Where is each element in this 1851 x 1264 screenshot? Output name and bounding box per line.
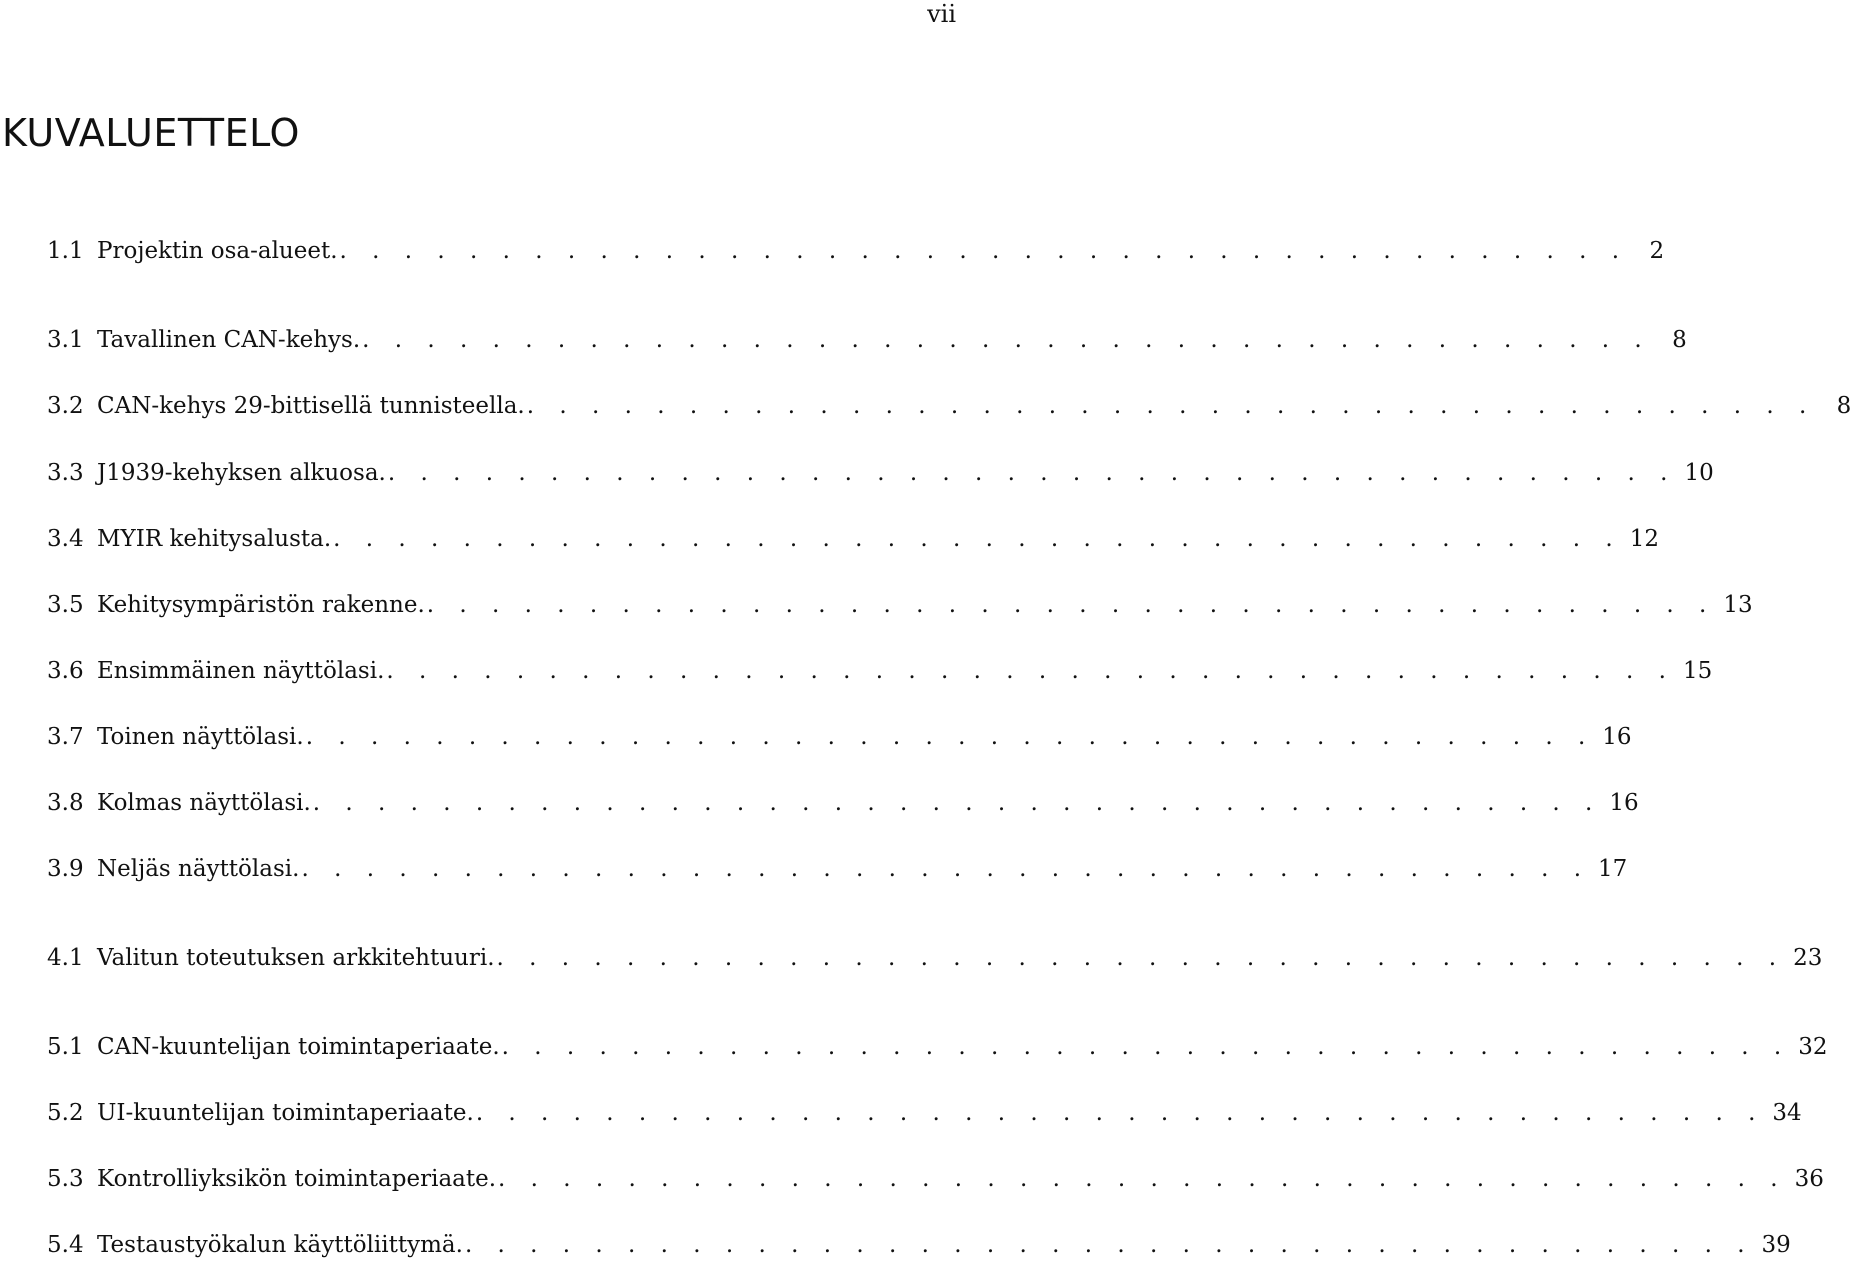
figure-number: 3.4 <box>47 526 84 552</box>
figure-page: 16 <box>1609 790 1639 816</box>
figure-caption: Tavallinen CAN-kehys. <box>97 327 361 353</box>
dot-leader: . . . . . . . . . . . . . . . . . . . . . . . . . . . . . . . . . . . . . . . . <box>362 327 1651 353</box>
dot-leader: . . . . . . . . . . . . . . . . . . . . . . . . . . . . . . . . . . . . . . . . <box>305 724 1595 750</box>
dot-leader: . . . . . . . . . . . . . . . . . . . . . . . . . . . . . . . . . . . . . . . . <box>387 460 1677 486</box>
dot-leader: . . . . . . . . . . . . . . . . . . . . . . . . . . . . . . . . . . . . . . . . <box>426 592 1716 618</box>
dot-leader: . . . . . . . . . . . . . . . . . . . . . . . . . . . . . . . . . . . . . . . . <box>386 658 1675 684</box>
figure-number: 3.2 <box>47 393 84 419</box>
figure-page: 39 <box>1761 1232 1791 1258</box>
figure-number: 3.5 <box>47 592 84 618</box>
page-number: vii <box>927 0 956 28</box>
dot-leader: . . . . . . . . . . . . . . . . . . . . . . . . . . . . . . . . . . . . . . . . <box>498 1166 1787 1192</box>
figure-page: 32 <box>1798 1034 1828 1060</box>
dot-leader: . . . . . . . . . . . . . . . . . . . . . . . . . . . . . . . . . . . . . . . . <box>526 393 1816 419</box>
figure-page: 34 <box>1772 1100 1802 1126</box>
figure-caption: Valitun toteutuksen arkkitehtuuri. <box>97 945 495 971</box>
figure-caption: Projektin osa-alueet. <box>97 238 338 264</box>
figure-number: 3.3 <box>47 460 84 486</box>
figure-page: 23 <box>1793 945 1823 971</box>
figure-caption: CAN-kehys 29-bittisellä tunnisteella. <box>97 393 525 419</box>
figure-number: 3.1 <box>47 327 84 353</box>
figure-page: 10 <box>1684 460 1714 486</box>
figure-page: 16 <box>1602 724 1632 750</box>
page-title: KUVALUETTELO <box>2 111 300 155</box>
figure-number: 4.1 <box>47 945 84 971</box>
figure-page: 2 <box>1649 238 1665 264</box>
toc-entry-3-4[interactable] <box>47 522 1660 556</box>
figure-page: 36 <box>1794 1166 1824 1192</box>
toc-entry-5-3[interactable] <box>47 1162 1824 1196</box>
figure-page: 17 <box>1598 856 1628 882</box>
dot-leader: . . . . . . . . . . . . . . . . . . . . . . . . . . . . . . . . . . . . . . . . <box>501 1034 1791 1060</box>
toc-entry-3-1[interactable] <box>47 323 1687 357</box>
dot-leader: . . . . . . . . . . . . . . . . . . . . . . . . . . . . . . . . . . . . . . . . <box>475 1100 1765 1126</box>
figure-caption: J1939-kehyksen alkuosa. <box>97 460 386 486</box>
toc-entry-3-6[interactable] <box>47 654 1713 688</box>
dot-leader: . . . . . . . . . . . . . . . . . . . . . . . . . . . . . . . . . . . . . . . . <box>496 945 1786 971</box>
figure-caption: Toinen näyttölasi. <box>97 724 304 750</box>
toc-entry-3-8[interactable] <box>47 786 1639 820</box>
toc-entry-3-3[interactable] <box>47 456 1714 490</box>
figure-number: 3.6 <box>47 658 84 684</box>
figure-caption: Kontrolliyksikön toimintaperiaate. <box>97 1166 497 1192</box>
toc-entry-5-1[interactable] <box>47 1030 1828 1064</box>
figure-caption: Ensimmäinen näyttölasi. <box>97 658 385 684</box>
figure-caption: Neljäs näyttölasi. <box>97 856 300 882</box>
figure-page: 15 <box>1682 658 1713 684</box>
figure-number: 5.4 <box>47 1232 84 1258</box>
figure-number: 3.8 <box>47 790 84 816</box>
dot-leader: . . . . . . . . . . . . . . . . . . . . . . . . . . . . . . . . . . . . . . . . <box>464 1232 1754 1258</box>
figure-number: 5.1 <box>47 1034 84 1060</box>
figure-caption: Testaustyökalun käyttöliittymä. <box>97 1232 463 1258</box>
figure-page: 13 <box>1723 592 1753 618</box>
figure-page: 8 <box>1836 393 1851 419</box>
figure-number: 1.1 <box>47 238 84 264</box>
toc-entry-3-7[interactable] <box>47 720 1632 754</box>
figure-caption: CAN-kuuntelijan toimintaperiaate. <box>97 1034 500 1060</box>
figure-number: 5.2 <box>47 1100 84 1126</box>
figure-page: 8 <box>1672 327 1687 353</box>
figure-caption: UI-kuuntelijan toimintaperiaate. <box>97 1100 474 1126</box>
toc-entry-5-2[interactable] <box>47 1096 1802 1130</box>
toc-entry-1-1[interactable] <box>47 234 1665 268</box>
toc-entry-5-4[interactable] <box>47 1228 1791 1262</box>
toc-entry-4-1[interactable] <box>47 941 1823 975</box>
figure-number: 5.3 <box>47 1166 84 1192</box>
toc-entry-3-9[interactable] <box>47 852 1628 886</box>
toc-entry-3-2[interactable] <box>47 389 1851 423</box>
dot-leader: . . . . . . . . . . . . . . . . . . . . . . . . . . . . . . . . . . . . . . . . <box>301 856 1591 882</box>
dot-leader: . . . . . . . . . . . . . . . . . . . . . . . . . . . . . . . . . . . . . . . . <box>333 526 1622 552</box>
toc-entry-3-5[interactable] <box>47 588 1753 622</box>
dot-leader: . . . . . . . . . . . . . . . . . . . . . . . . . . . . . . . . . . . . . . . . <box>312 790 1602 816</box>
figure-caption: MYIR kehitysalusta. <box>97 526 332 552</box>
figure-caption: Kehitysympäristön rakenne. <box>97 592 425 618</box>
figure-caption: Kolmas näyttölasi. <box>97 790 311 816</box>
dot-leader: . . . . . . . . . . . . . . . . . . . . . . . . . . . . . . . . . . . . . . . . <box>339 238 1629 264</box>
figure-page: 12 <box>1629 526 1660 552</box>
figure-number: 3.7 <box>47 724 84 750</box>
figure-number: 3.9 <box>47 856 84 882</box>
